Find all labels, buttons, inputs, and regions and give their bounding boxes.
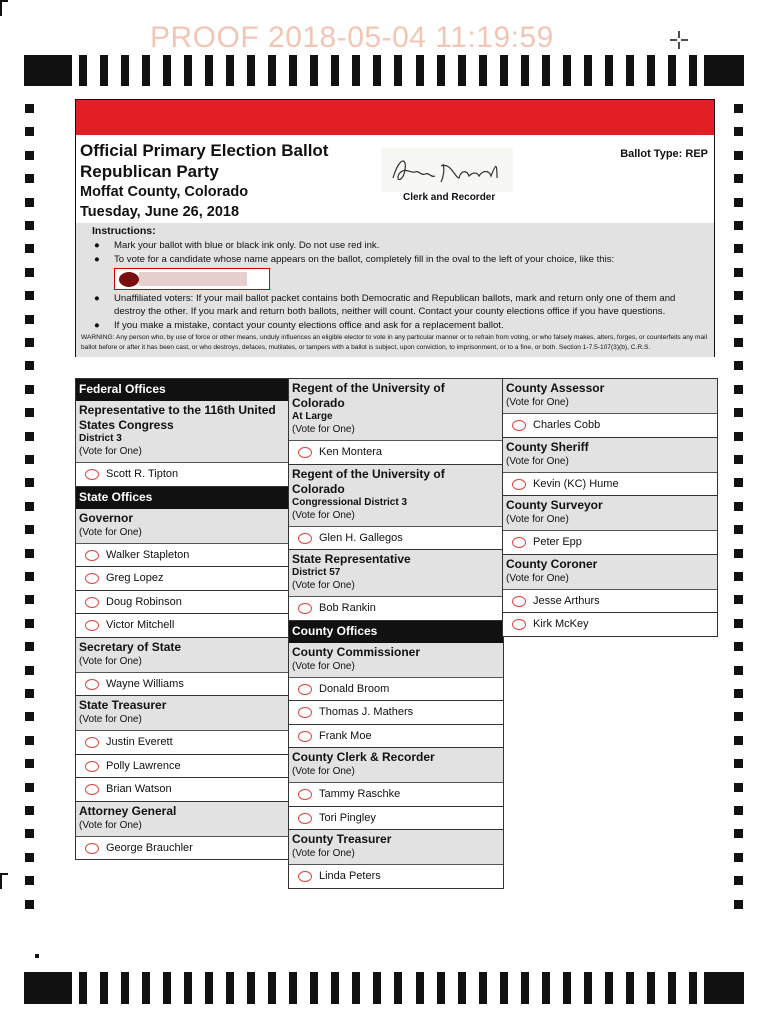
candidate-row[interactable] [289,701,503,725]
vote-oval[interactable] [85,620,99,631]
timing-bar [542,972,550,1004]
instruction-item: If you make a mistake, contact your county elections office and ask for a replacement ballot. [114,320,504,331]
timing-bar [668,972,676,1004]
timing-bar [142,972,150,1004]
bottom-timing-strip [24,972,744,1004]
top-timing-strip [24,55,744,86]
timing-bar [689,972,697,1004]
candidate-row[interactable] [503,613,717,637]
vote-for-instruction: (Vote for One) [79,446,142,457]
timing-bar [289,55,297,86]
timing-mark [734,689,743,698]
contest-title: Regent of the University of Colorado [292,381,445,410]
candidate-row[interactable] [76,544,290,568]
candidate-row[interactable] [76,567,290,591]
timing-bar [416,55,424,86]
candidate-name: Victor Mitchell [106,619,175,631]
contest-subtitle: At Large [292,411,333,422]
vote-oval[interactable] [85,550,99,561]
timing-bar [121,55,129,86]
timing-mark [25,853,34,862]
candidate-row[interactable] [76,731,290,755]
timing-mark [25,876,34,885]
bullet-icon: ● [94,254,100,265]
timing-mark [25,455,34,464]
vote-oval[interactable] [85,573,99,584]
timing-mark [25,712,34,721]
vote-oval[interactable] [298,707,312,718]
timing-mark [734,806,743,815]
small-dot-mark [35,954,39,958]
timing-bar [100,972,108,1004]
candidate-name: Peter Epp [533,536,582,548]
vote-oval[interactable] [298,813,312,824]
timing-mark [25,549,34,558]
timing-bar [668,55,676,86]
timing-mark [734,478,743,487]
timing-mark [25,478,34,487]
candidate-name: Charles Cobb [533,419,601,431]
contest-title: State Representative [292,552,411,566]
bullet-icon: ● [94,320,100,331]
timing-mark [734,104,743,113]
vote-oval[interactable] [512,596,526,607]
timing-bar [521,972,529,1004]
candidate-row[interactable] [76,463,290,487]
candidate-name: Tammy Raschke [319,788,401,800]
timing-mark [25,783,34,792]
timing-mark [25,572,34,581]
timing-mark [25,759,34,768]
candidate-row[interactable] [503,590,717,614]
contest-title: State Treasurer [79,698,167,712]
timing-mark [25,642,34,651]
vote-for-instruction: (Vote for One) [506,455,569,467]
section-header: State Offices [76,487,290,509]
timing-mark [25,432,34,441]
vote-oval[interactable] [298,684,312,695]
timing-bar [79,972,87,1004]
timing-mark [734,549,743,558]
timing-bar [584,972,592,1004]
candidate-row[interactable] [289,865,503,889]
clerk-signature [381,148,513,192]
contest-column-1 [75,378,291,860]
timing-mark [734,876,743,885]
candidate-name: Walker Stapleton [106,548,190,561]
candidate-name: Greg Lopez [106,572,164,584]
vote-oval[interactable] [85,843,99,854]
candidate-name: Wayne Williams [106,677,184,690]
timing-mark [734,619,743,628]
vote-oval[interactable] [298,603,312,614]
candidate-row[interactable] [289,807,503,831]
timing-bar [584,55,592,86]
contest-title: County Treasurer [292,832,392,846]
candidate-name: Tori Pingley [319,811,376,824]
bullet-icon: ● [94,293,100,304]
timing-bar [352,55,360,86]
candidate-name: Ken Montera [319,446,382,458]
contest-title: County Commissioner [292,644,421,659]
timing-mark [25,151,34,160]
contest-title: County Coroner [506,556,598,571]
contest-header [76,802,290,837]
vote-for-instruction: (Vote for One) [292,509,355,521]
timing-mark [25,385,34,394]
vote-oval[interactable] [298,871,312,882]
timing-mark [25,736,34,745]
timing-bar [458,972,466,1004]
candidate-row[interactable] [503,414,717,438]
timing-bar [310,972,318,1004]
timing-mark [25,221,34,230]
timing-mark [25,408,34,417]
timing-mark [25,689,34,698]
candidate-row[interactable] [76,673,290,697]
vote-oval[interactable] [85,679,99,690]
vote-for-instruction: (Vote for One) [292,660,355,672]
timing-mark [25,174,34,183]
timing-mark [734,127,743,136]
timing-mark [734,174,743,183]
contest-column-3 [502,378,718,637]
candidate-name: Doug Robinson [106,595,182,608]
contest-title: County Clerk & Recorder [292,750,435,764]
proof-stamp: PROOF 2018-05-04 11:19:59 [150,21,554,54]
corner-mark-bottom-left [0,873,8,889]
contest-header [503,496,717,531]
party-name: Republican Party [80,162,219,181]
contest-title: County Assessor [506,381,605,395]
instruction-item: To vote for a candidate whose name appears on the ballot, completely fill in the oval to the left of your choice, like this: [114,254,615,265]
timing-bar [373,972,381,1004]
timing-bar [394,972,402,1004]
instruction-item: Unaffiliated voters: If your mail ballot packet contains both Democratic and Republican ballots, mark and return only one of them and destroy the other. If you mark and return both ballots, neither will count. Contact your county elections office if you have questions. [114,293,676,317]
timing-mark [734,829,743,838]
candidate-row[interactable] [76,778,290,802]
vote-for-instruction: (Vote for One) [292,424,355,435]
timing-mark [734,502,743,511]
timing-bar [247,55,255,86]
timing-mark [734,666,743,675]
timing-bar [268,972,276,1004]
vote-oval[interactable] [85,784,99,795]
instruction-item: Mark your ballot with blue or black ink only. Do not use red ink. [114,240,380,251]
vote-oval[interactable] [85,597,99,608]
ballot-type: Ballot Type: REP [620,148,708,160]
timing-mark [734,315,743,324]
contest-title: County Sheriff [506,439,589,454]
timing-mark [734,151,743,160]
candidate-name: Jesse Arthurs [533,594,600,607]
corner-mark-top-left [0,0,8,16]
candidate-name: George Brauchler [106,841,193,854]
section-header: County Offices [289,621,503,643]
timing-mark [25,104,34,113]
timing-bar [416,972,424,1004]
contest-subtitle: District 57 [292,567,341,578]
county-name: Moffat County, Colorado [80,184,249,200]
timing-mark [25,291,34,300]
timing-mark [25,198,34,207]
candidate-row[interactable] [289,678,503,702]
ballot-header [75,99,715,357]
candidate-row[interactable] [76,755,290,779]
timing-bar [289,972,297,1004]
timing-bar [79,55,87,86]
ballot-title-block [80,140,328,222]
candidate-name: Kirk McKey [533,618,589,630]
timing-bar [100,55,108,86]
contest-header [289,550,503,597]
timing-mark [734,759,743,768]
timing-bar [163,55,171,86]
contest-header [289,465,503,527]
candidate-row[interactable] [289,527,503,551]
timing-bar [605,972,613,1004]
timing-bar [500,55,508,86]
candidate-row[interactable] [503,473,717,497]
timing-bar [563,972,571,1004]
timing-mark [25,595,34,604]
candidate-row[interactable] [289,597,503,621]
timing-bar [226,55,234,86]
timing-mark [734,455,743,464]
candidate-row[interactable] [289,725,503,749]
bullet-icon: ● [94,240,100,251]
warning-text: WARNING: Any person who, by use of force or other means, unduly influences an eligible elector to vote in any particular manner or to refrain from voting, or who falsely makes, alters, forges, or counterfeits any mail ballot before or after it has been cast, or who destroys, defaces, mutilates, or tampers with a ballot is subject, upon conviction, to imprisonment, or to a fine, or both. Section 1-7.5-107(3)(b), C.R.S. [81,334,708,351]
timing-mark [25,268,34,277]
timing-mark [734,900,743,909]
timing-mark [25,900,34,909]
vote-for-instruction: (Vote for One) [292,580,355,591]
timing-mark [25,338,34,347]
timing-block [704,55,744,86]
vote-for-instruction: (Vote for One) [79,714,142,725]
candidate-name: Bob Rankin [319,602,376,614]
timing-bar [542,55,550,86]
vote-oval[interactable] [512,537,526,548]
timing-bar [373,55,381,86]
timing-bar [184,55,192,86]
timing-bar [626,972,634,1004]
candidate-name: Brian Watson [106,783,172,795]
vote-for-instruction: (Vote for One) [79,655,142,667]
contest-header [76,696,290,731]
timing-mark [25,829,34,838]
timing-bar [500,972,508,1004]
vote-oval[interactable] [512,420,526,431]
timing-bar [142,55,150,86]
timing-mark [734,595,743,604]
timing-bar [563,55,571,86]
timing-mark [25,127,34,136]
instructions-panel [76,223,714,357]
timing-bar [205,55,213,86]
timing-bar [163,972,171,1004]
vote-for-instruction: (Vote for One) [506,514,569,525]
timing-mark [734,642,743,651]
candidate-row[interactable] [289,783,503,807]
timing-mark [25,315,34,324]
contest-title: Representative to the 116th United States Congress [79,403,276,432]
header-red-bar [76,100,714,135]
candidate-row[interactable] [76,614,290,638]
timing-bar [268,55,276,86]
timing-mark [734,525,743,534]
timing-bar [247,972,255,1004]
timing-bar [331,55,339,86]
contest-title: Secretary of State [79,639,182,654]
timing-mark [734,572,743,581]
section-header: Federal Offices [76,379,290,401]
timing-mark [25,361,34,370]
candidate-name: Scott R. Tipton [106,468,179,480]
timing-mark [25,525,34,534]
timing-mark [734,736,743,745]
vote-oval[interactable] [85,761,99,772]
timing-mark [25,806,34,815]
timing-block [24,55,72,86]
timing-mark [25,666,34,675]
instructions-heading: Instructions: [92,225,156,237]
timing-bar [521,55,529,86]
vote-oval[interactable] [512,619,526,630]
candidate-name: Glen H. Gallegos [319,531,403,544]
timing-mark [734,783,743,792]
candidate-row[interactable] [76,837,290,861]
timing-mark [734,853,743,862]
timing-bar [458,55,466,86]
timing-bar [310,55,318,86]
timing-bar [394,55,402,86]
filled-oval-icon [119,272,139,287]
timing-mark [25,619,34,628]
vote-oval[interactable] [298,533,312,544]
timing-mark [734,268,743,277]
contest-header [76,638,290,673]
contest-header [289,379,503,441]
candidate-name: Justin Everett [106,736,173,748]
candidate-name: Frank Moe [319,729,372,742]
contest-header [289,830,503,865]
timing-bar [121,972,129,1004]
timing-mark [734,244,743,253]
vote-for-instruction: (Vote for One) [292,848,355,859]
timing-bar [184,972,192,1004]
contest-title: Attorney General [79,803,177,818]
vote-oval[interactable] [512,479,526,490]
timing-bar [226,972,234,1004]
contest-header [503,438,717,473]
candidate-name: Polly Lawrence [106,759,181,772]
candidate-row[interactable] [289,441,503,465]
timing-mark [734,361,743,370]
timing-mark [734,432,743,441]
timing-mark [734,198,743,207]
contest-header [503,555,717,590]
timing-mark [734,385,743,394]
crosshair-icon [669,30,689,50]
timing-mark [734,338,743,347]
candidate-name: Kevin (KC) Hume [533,477,619,490]
vote-oval[interactable] [85,737,99,748]
ballot-title: Official Primary Election Ballot [80,141,329,160]
candidate-row[interactable] [76,591,290,615]
timing-bar [605,55,613,86]
candidate-name: Thomas J. Mathers [319,706,414,718]
contest-header [289,748,503,783]
vote-oval[interactable] [298,731,312,742]
election-date: Tuesday, June 26, 2018 [80,204,240,220]
signature-image [381,148,513,192]
timing-mark [734,408,743,417]
timing-block [704,972,744,1004]
contest-title: Governor [79,510,134,525]
contest-header [76,509,290,544]
timing-bar [479,972,487,1004]
vote-for-instruction: (Vote for One) [292,766,355,777]
timing-mark [25,502,34,511]
timing-mark [734,712,743,721]
contest-subtitle: District 3 [79,433,122,444]
vote-oval[interactable] [298,789,312,800]
example-name-line [139,272,247,286]
candidate-name: Donald Broom [319,682,390,695]
contest-header [503,379,717,414]
timing-mark [25,244,34,253]
timing-bar [479,55,487,86]
timing-mark [734,221,743,230]
contest-title: County Surveyor [506,498,603,512]
vote-oval[interactable] [298,447,312,458]
timing-bar [647,55,655,86]
vote-for-instruction: (Vote for One) [506,572,569,584]
vote-oval[interactable] [85,469,99,480]
timing-bar [205,972,213,1004]
timing-bar [331,972,339,1004]
timing-bar [437,55,445,86]
filled-oval-example [114,268,270,290]
timing-bar [352,972,360,1004]
timing-bar [626,55,634,86]
timing-block [24,972,72,1004]
timing-bar [689,55,697,86]
contest-header [76,401,290,463]
timing-mark [734,291,743,300]
signature-caption: Clerk and Recorder [403,192,496,203]
timing-bar [647,972,655,1004]
candidate-row[interactable] [503,531,717,555]
contest-column-2 [288,378,504,889]
contest-header [289,643,503,678]
vote-for-instruction: (Vote for One) [79,819,142,831]
candidate-name: Linda Peters [319,870,381,882]
contest-title: Regent of the University of Colorado [292,466,445,496]
contest-subtitle: Congressional District 3 [292,496,408,508]
timing-bar [437,972,445,1004]
vote-for-instruction: (Vote for One) [79,526,142,538]
vote-for-instruction: (Vote for One) [506,397,569,408]
